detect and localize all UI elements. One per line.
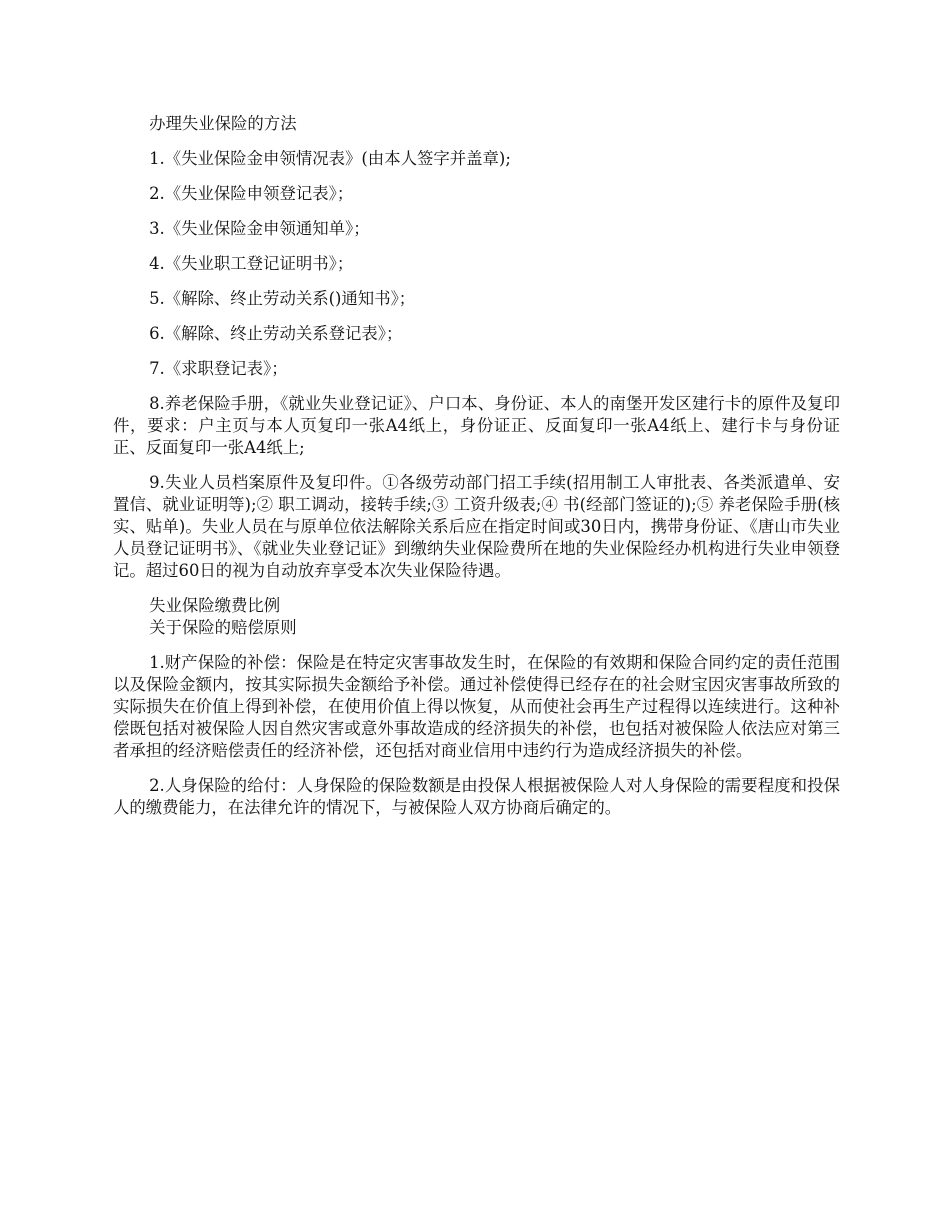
- list-item-1: 1.《失业保险金申领情况表》(由本人签字并盖章);: [149, 149, 511, 168]
- list-item-4: 4.《失业职工登记证明书》；: [149, 254, 354, 273]
- document-body: [113, 113, 840, 832]
- list-item-2: 2.《失业保险申领登记表》；: [149, 184, 354, 203]
- list-item-8: 8.养老保险手册，《就业失业登记证》、户口本、身份证、本人的南堡开发区建行卡的原件及复印件，要求：户主页与本人页复印一张A4纸上，身份证正、反面复印一张A4纸上、建行卡与身份证正、反面复印一张A4纸上;: [113, 394, 840, 457]
- section-heading-contribution-ratio: 失业保险缴费比例: [149, 596, 281, 615]
- section-heading-compensation-principles: 关于保险的赔偿原则: [149, 618, 297, 637]
- paragraph-life-insurance: 2.人身保险的给付：人身保险的保险数额是由投保人根据被保险人对人身保险的需要程度和投保人的缴费能力，在法律允许的情况下，与被保险人双方协商后确定的。: [113, 776, 840, 817]
- list-item-5: 5.《解除、终止劳动关系()通知书》；: [149, 289, 416, 308]
- list-item-9: 9.失业人员档案原件及复印件。①各级劳动部门招工手续(招用制工人审批表、各类派遣单、安置信、就业证明等);② 职工调动，接转手续;③ 工资升级表;④ 书(经部门签证的);⑤ 养老保险手册(核实、贴单)。失业人员在与原单位依法解除关系后应在指定时间或30日内，携带身份证、《唐山市失业人员登记证明书》、《就业失业登记证》到缴纳失业保险费所在地的失业保险经办机构进行失业申领登记。超过60日的视为自动放弃享受本次失业保险待遇。: [113, 473, 840, 580]
- list-item-6: 6.《解除、终止劳动关系登记表》；: [149, 324, 403, 343]
- list-item-3: 3.《失业保险金申领通知单》；: [149, 219, 370, 238]
- list-item-7: 7.《求职登记表》；: [149, 359, 288, 378]
- paragraph-property-insurance: 1.财产保险的补偿：保险是在特定灾害事故发生时，在保险的有效期和保险合同约定的责任范围以及保险金额内，按其实际损失金额给予补偿。通过补偿使得已经存在的社会财宝因灾害事故所致的实际损失在价值上得到补偿，在使用价值上得以恢复，从而使社会再生产过程得以连续进行。这种补偿既包括对被保险人因自然灾害或意外事故造成的经济损失的补偿，也包括对被保险人依法应对第三者承担的经济赔偿责任的经济补偿，还包括对商业信用中违约行为造成经济损失的补偿。: [113, 653, 840, 760]
- section-heading-methods: 办理失业保险的方法: [149, 114, 297, 133]
